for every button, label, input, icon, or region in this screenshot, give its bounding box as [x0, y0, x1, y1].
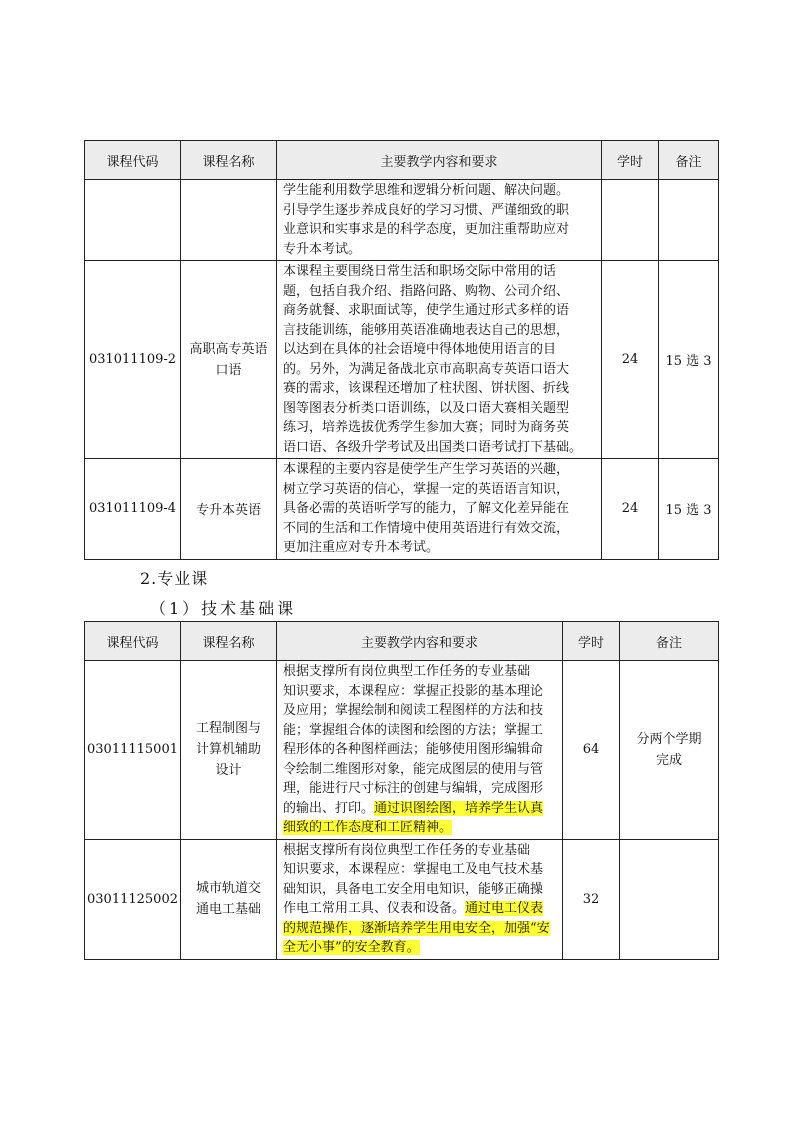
header-content: 主要教学内容和要求 [277, 622, 563, 661]
header-hours: 学时 [602, 141, 659, 180]
course-code [85, 180, 181, 261]
content-line: 业意识和实事求是的科学态度，更加注重帮助应对 [283, 222, 570, 237]
course-table-general [84, 140, 719, 560]
course-code: 031011109-4 [85, 459, 181, 560]
section-heading-tech-basic: （1）技术基础课 [150, 599, 297, 618]
course-content [277, 459, 602, 560]
content-line: 专升本考试。 [283, 241, 362, 257]
course-table-tech-basic [84, 621, 719, 960]
content-line: 作电工常用工具、仪表和设备。 [283, 901, 466, 916]
content-line: 商务就餐、求职面试等，使学生通过形式多样的语 [283, 303, 570, 318]
table-header-row [85, 141, 719, 180]
course-note-text: 分两个学期完成 [636, 731, 702, 768]
content-line: 础知识，具备电工安全用电知识，能够正确操 [283, 881, 544, 897]
course-hours: 64 [563, 661, 620, 840]
header-name: 课程名称 [181, 622, 277, 661]
course-code: 031011109-2 [85, 261, 181, 459]
content-line: 能；掌握组合体的读图和绘图的方法；掌握工 [283, 722, 544, 738]
header-name: 课程名称 [181, 141, 277, 180]
content-line: 本课程主要围绕日常生活和职场交际中常用的话 [283, 264, 557, 279]
content-line: 语口语、各级升学考试及出国类口语考试打下基础。 [283, 439, 583, 455]
course-note [620, 839, 719, 959]
course-content [277, 261, 602, 459]
course-content [277, 180, 602, 261]
course-note [620, 661, 719, 840]
course-name [181, 661, 277, 840]
table-row [85, 180, 719, 261]
header-code: 课程代码 [85, 622, 181, 661]
content-line: 根据支撑所有岗位典型工作任务的专业基础 [283, 842, 531, 858]
course-hours [602, 180, 659, 261]
section-heading-major: 2.专业课 [140, 569, 209, 588]
course-content [277, 839, 563, 959]
content-line: 的输出、打印。 [283, 800, 375, 816]
header-note: 备注 [620, 622, 719, 661]
table-row [85, 459, 719, 560]
content-line: 不同的生活和工作情境中使用英语进行有效交流， [283, 520, 570, 536]
content-line: 的。另外，为满足备战北京市高职高专英语口语大 [283, 361, 570, 377]
content-line: 更加注重应对专升本考试。 [283, 540, 440, 555]
content-line: 图等图表分析类口语训练，以及口语大赛相关题型 [283, 400, 570, 416]
table-header-row [85, 622, 719, 661]
course-note: 15 选 3 [659, 459, 719, 560]
course-name-text: 工程制图与计算机辅助设计 [195, 721, 261, 779]
course-content [277, 661, 563, 840]
header-content: 主要教学内容和要求 [277, 141, 602, 180]
course-hours: 24 [602, 459, 659, 560]
content-line: 知识要求，本课程应：掌握正投影的基本理论 [283, 683, 544, 699]
highlighted-text: 的规范操作，逐渐培养学生用电安全，加强“安 [283, 920, 550, 936]
content-line: 具备必需的英语听学写的能力，了解文化差异能在 [283, 501, 570, 516]
course-name-text: 高职高专英语口语 [189, 341, 268, 378]
course-name [181, 180, 277, 261]
content-line: 知识要求，本课程应：掌握电工及电气技术基 [283, 862, 544, 877]
header-note: 备注 [659, 141, 719, 180]
content-line: 以达到在具体的社会语境中得体地使用语言的目 [283, 342, 557, 357]
course-note [659, 180, 719, 261]
header-code: 课程代码 [85, 141, 181, 180]
course-name [181, 261, 277, 459]
course-code: 03011115001 [85, 661, 181, 840]
course-name-text: 城市轨道交通电工基础 [195, 881, 261, 917]
header-hours: 学时 [563, 622, 620, 661]
content-line: 赛的需求，该课程还增加了柱状图、饼状图、折线 [283, 381, 570, 396]
highlighted-text: 通过电工仪表 [465, 901, 544, 916]
highlighted-text: 细致的工作态度和工匠精神。 [283, 820, 453, 835]
course-name [181, 839, 277, 959]
content-line: 理，能进行尺寸标注的创建与编辑，完成图形 [283, 781, 544, 796]
table-row [85, 839, 719, 959]
content-line: 根据支撑所有岗位典型工作任务的专业基础 [283, 664, 531, 679]
content-line: 树立学习英语的信心，掌握一定的英语语言知识， [283, 481, 570, 497]
course-hours: 24 [602, 261, 659, 459]
course-name: 专升本英语 [181, 459, 277, 560]
course-note: 15 选 3 [659, 261, 719, 459]
content-line: 练习，培养选拔优秀学生参加大赛；同时为商务英 [283, 420, 570, 435]
content-line: 令绘制二维图形对象，能完成图层的使用与管 [283, 761, 544, 777]
content-line: 引导学生逐步养成良好的学习习惯、严谨细致的职 [283, 202, 570, 218]
content-line: 学生能利用数学思维和逻辑分析问题、解决问题。 [283, 183, 570, 198]
content-line: 本课程的主要内容是使学生产生学习英语的兴趣， [283, 462, 570, 477]
content-line: 程形体的各种图样画法；能够使用图形编辑命 [283, 742, 544, 757]
table-row [85, 261, 719, 459]
highlighted-text: 通过识图绘图，培养学生认真 [374, 800, 544, 816]
table-row [85, 661, 719, 840]
course-hours: 32 [563, 839, 620, 959]
highlighted-text: 全无小事”的安全教育。 [283, 940, 420, 955]
content-line: 题，包括自我介绍、指路问路、购物、公司介绍、 [283, 283, 570, 299]
content-line: 及应用；掌握绘制和阅读工程图样的方法和技 [283, 703, 544, 718]
course-code: 03011125002 [85, 839, 181, 959]
content-line: 言技能训练，能够用英语准确地表达自己的思想， [283, 322, 570, 338]
